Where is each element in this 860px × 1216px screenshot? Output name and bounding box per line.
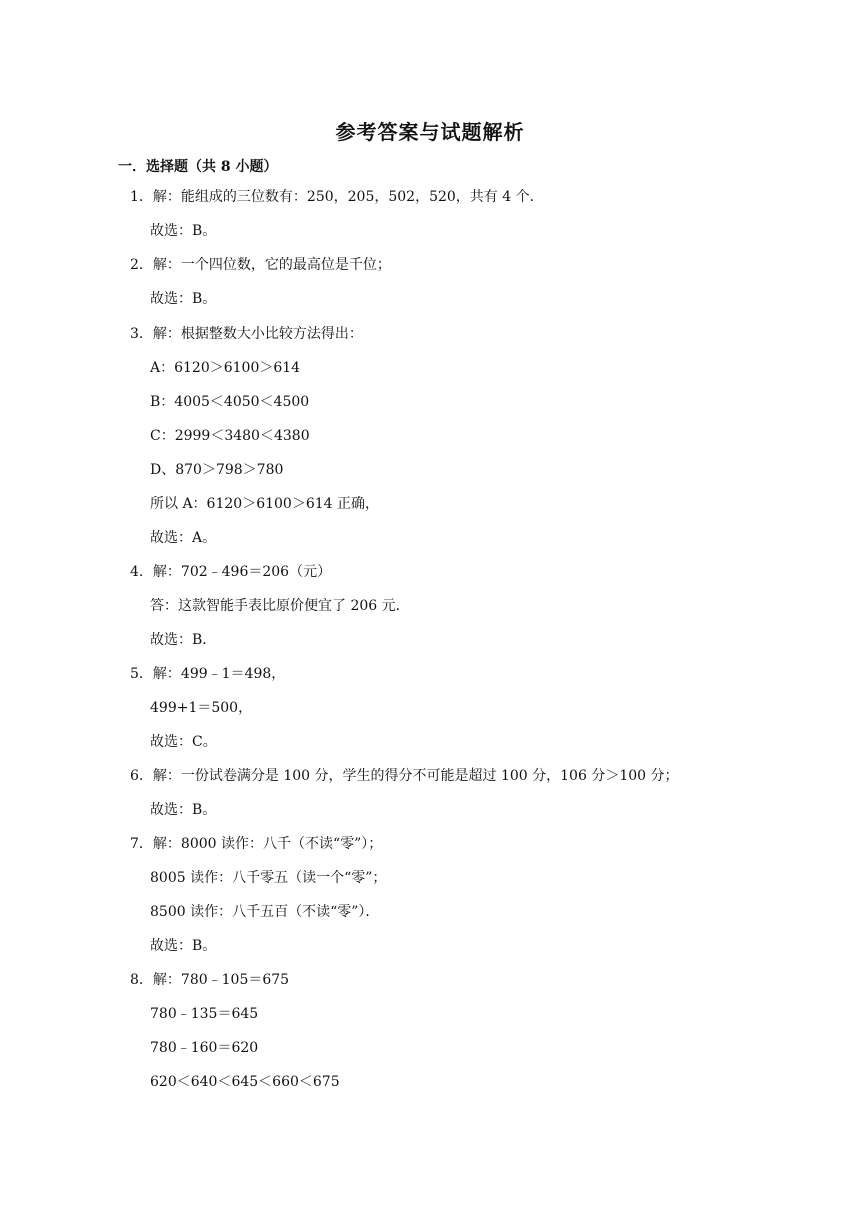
answer-line-q4: 4．解：702﹣496＝206（元） xyxy=(130,564,332,580)
answer-line-q5-step: 499+1＝500， xyxy=(150,700,253,716)
answer-line-q8-step-1: 780﹣135＝645 xyxy=(150,1006,259,1022)
answer-line-q3-a: A：6120＞6100＞614 xyxy=(150,360,301,376)
answer-line-q8: 8．解：780﹣105＝675 xyxy=(130,972,290,988)
answer-line-q3-b: B：4005＜4050＜4500 xyxy=(150,394,310,410)
answer-line-q4-reply: 答：这款智能手表比原价便宜了 206 元． xyxy=(150,598,410,614)
answer-line-q3: 3．解：根据整数大小比较方法得出： xyxy=(130,326,363,342)
answer-line-q2: 2．解：一个四位数，它的最高位是千位； xyxy=(130,257,391,273)
answer-line-q7-choice: 故选：B。 xyxy=(150,938,217,954)
answer-line-q5-choice: 故选：C。 xyxy=(150,734,217,750)
answer-line-q8-compare: 620＜640＜645＜660＜675 xyxy=(150,1074,340,1090)
answer-line-q3-choice: 故选：A。 xyxy=(150,530,217,546)
answer-line-q7: 7．解：8000 读作：八千（不读“零”）； xyxy=(130,836,383,852)
answer-line-q3-d: D、870＞798＞780 xyxy=(150,462,284,478)
answer-line-q1-choice: 故选：B。 xyxy=(150,223,217,239)
page-title: 参考答案与试题解析 xyxy=(335,120,525,144)
answer-line-q1: 1．解：能组成的三位数有：250，205，502，520，共有 4 个． xyxy=(130,189,544,205)
answer-line-q3-conclusion: 所以 A：6120＞6100＞614 正确， xyxy=(150,496,379,512)
answer-line-q6: 6．解：一份试卷满分是 100 分，学生的得分不可能是超过 100 分，106 分＞100 分； xyxy=(130,768,679,784)
answer-line-q7-step-2: 8500 读作：八千五百（不读“零”）． xyxy=(150,904,380,920)
answer-line-q5: 5．解：499﹣1＝498， xyxy=(130,666,286,682)
section-heading: 一．选择题（共 8 小题） xyxy=(118,159,278,175)
answer-line-q2-choice: 故选：B。 xyxy=(150,291,217,307)
answer-line-q7-step-1: 8005 读作：八千零五（读一个“零”； xyxy=(150,870,387,886)
answer-line-q4-choice: 故选：B． xyxy=(150,632,217,648)
answer-line-q3-c: C：2999＜3480＜4380 xyxy=(150,428,310,444)
answer-line-q6-choice: 故选：B。 xyxy=(150,802,217,818)
answer-line-q8-step-2: 780﹣160＝620 xyxy=(150,1040,259,1056)
